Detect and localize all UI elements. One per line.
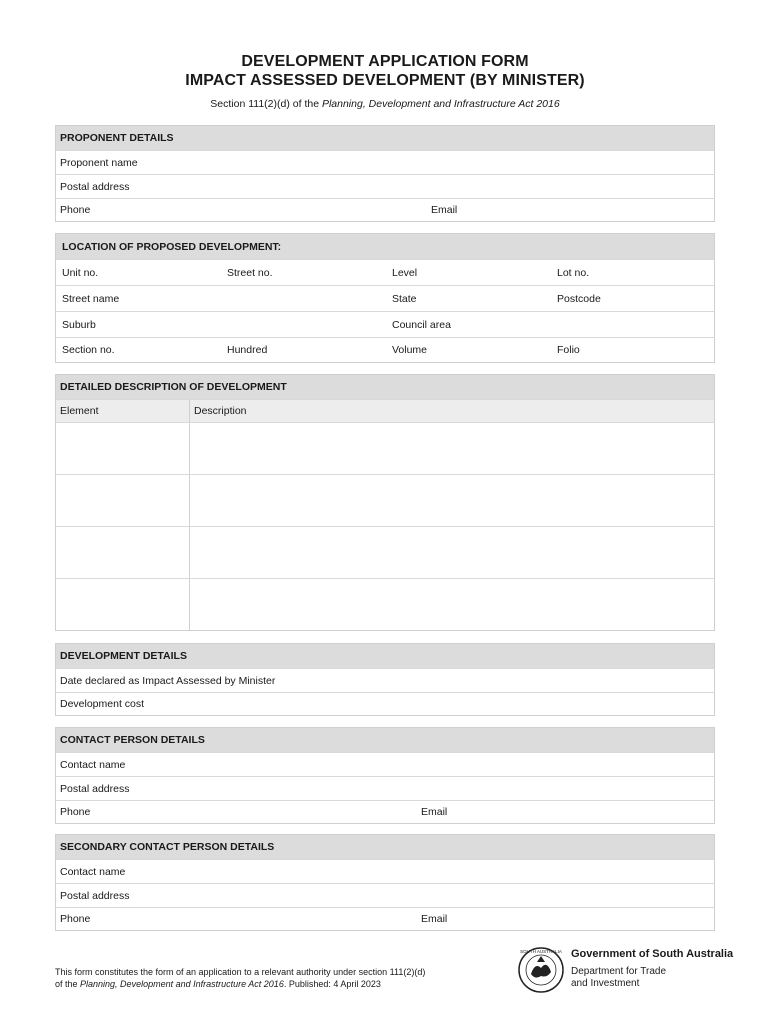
contact-postal-field[interactable]: Postal address <box>56 776 714 800</box>
column-header-element: Element <box>56 400 190 422</box>
proponent-phone-field[interactable]: Phone <box>60 204 91 216</box>
state-seal-icon <box>517 946 565 994</box>
location-row-1 <box>56 259 714 285</box>
proponent-name-field[interactable]: Proponent name <box>56 150 714 174</box>
proponent-section <box>55 125 715 222</box>
postcode-field[interactable]: Postcode <box>557 292 601 305</box>
description-section <box>55 374 715 631</box>
section-heading: SECONDARY CONTACT PERSON DETAILS <box>56 835 714 859</box>
contact-name-field[interactable]: Contact name <box>56 752 714 776</box>
section-heading: LOCATION OF PROPOSED DEVELOPMENT: <box>56 234 714 259</box>
location-row-2 <box>56 285 714 311</box>
contact-email-field[interactable]: Email <box>421 806 448 818</box>
column-header-description: Description <box>194 405 247 417</box>
footer-note: This form constitutes the form of an application to a relevant authority under section 111(2)(d) of the Planning, Development and Infrastructure Act 2016. Published: 4 April 2023 <box>55 967 426 989</box>
table-row <box>56 422 714 474</box>
secondary-phone-field[interactable]: Phone <box>60 913 91 925</box>
element-cell[interactable] <box>56 423 190 474</box>
street-name-field[interactable]: Street name <box>62 292 120 305</box>
government-logo <box>517 946 737 994</box>
volume-field[interactable]: Volume <box>392 344 428 356</box>
department-name: Department for Trade and Investment <box>571 966 667 989</box>
element-cell[interactable] <box>56 527 190 578</box>
secondary-contact-section <box>55 834 715 931</box>
proponent-phone-row <box>56 198 714 221</box>
seal-text: SOUTH AUSTRALIA <box>520 949 562 954</box>
legislation-reference: Section 111(2)(d) of the Planning, Development and Infrastructure Act 2016 <box>210 98 560 110</box>
suburb-field[interactable]: Suburb <box>62 318 96 331</box>
form-subtitle-title: IMPACT ASSESSED DEVELOPMENT (BY MINISTER) <box>185 72 585 89</box>
state-field[interactable]: State <box>392 292 417 305</box>
location-row-3 <box>56 311 714 337</box>
location-row-4 <box>56 337 714 362</box>
level-field[interactable]: Level <box>392 266 418 279</box>
description-cell[interactable] <box>190 475 714 526</box>
table-row <box>56 526 714 578</box>
section-heading: CONTACT PERSON DETAILS <box>56 728 714 752</box>
secondary-postal-field[interactable]: Postal address <box>56 883 714 907</box>
description-cell[interactable] <box>190 527 714 578</box>
contact-phone-row <box>56 800 714 823</box>
government-name: Government of South Australia <box>571 948 734 960</box>
description-cell[interactable] <box>190 423 714 474</box>
lot-no-field[interactable]: Lot no. <box>557 266 590 279</box>
section-no-field[interactable]: Section no. <box>62 344 115 356</box>
date-declared-field[interactable]: Date declared as Impact Assessed by Minister <box>56 668 714 692</box>
table-row <box>56 474 714 526</box>
hundred-field[interactable]: Hundred <box>227 344 268 356</box>
form-title: DEVELOPMENT APPLICATION FORM <box>241 53 529 70</box>
element-cell[interactable] <box>56 475 190 526</box>
location-section <box>55 233 715 363</box>
description-table-header <box>56 399 714 422</box>
development-section <box>55 643 715 716</box>
section-heading: DETAILED DESCRIPTION OF DEVELOPMENT <box>56 375 714 399</box>
section-heading: PROPONENT DETAILS <box>56 126 714 150</box>
section-heading: DEVELOPMENT DETAILS <box>56 644 714 668</box>
contact-phone-field[interactable]: Phone <box>60 806 91 818</box>
secondary-phone-row <box>56 907 714 930</box>
proponent-postal-field[interactable]: Postal address <box>56 174 714 198</box>
table-row <box>56 578 714 630</box>
secondary-contact-name-field[interactable]: Contact name <box>56 859 714 883</box>
description-cell[interactable] <box>190 579 714 630</box>
folio-field[interactable]: Folio <box>557 344 580 356</box>
council-area-field[interactable]: Council area <box>392 318 451 331</box>
unit-no-field[interactable]: Unit no. <box>62 266 99 279</box>
element-cell[interactable] <box>56 579 190 630</box>
contact-section <box>55 727 715 824</box>
secondary-email-field[interactable]: Email <box>421 913 448 925</box>
development-cost-field[interactable]: Development cost <box>56 692 714 715</box>
proponent-email-field[interactable]: Email <box>431 204 458 216</box>
street-no-field[interactable]: Street no. <box>227 266 273 279</box>
